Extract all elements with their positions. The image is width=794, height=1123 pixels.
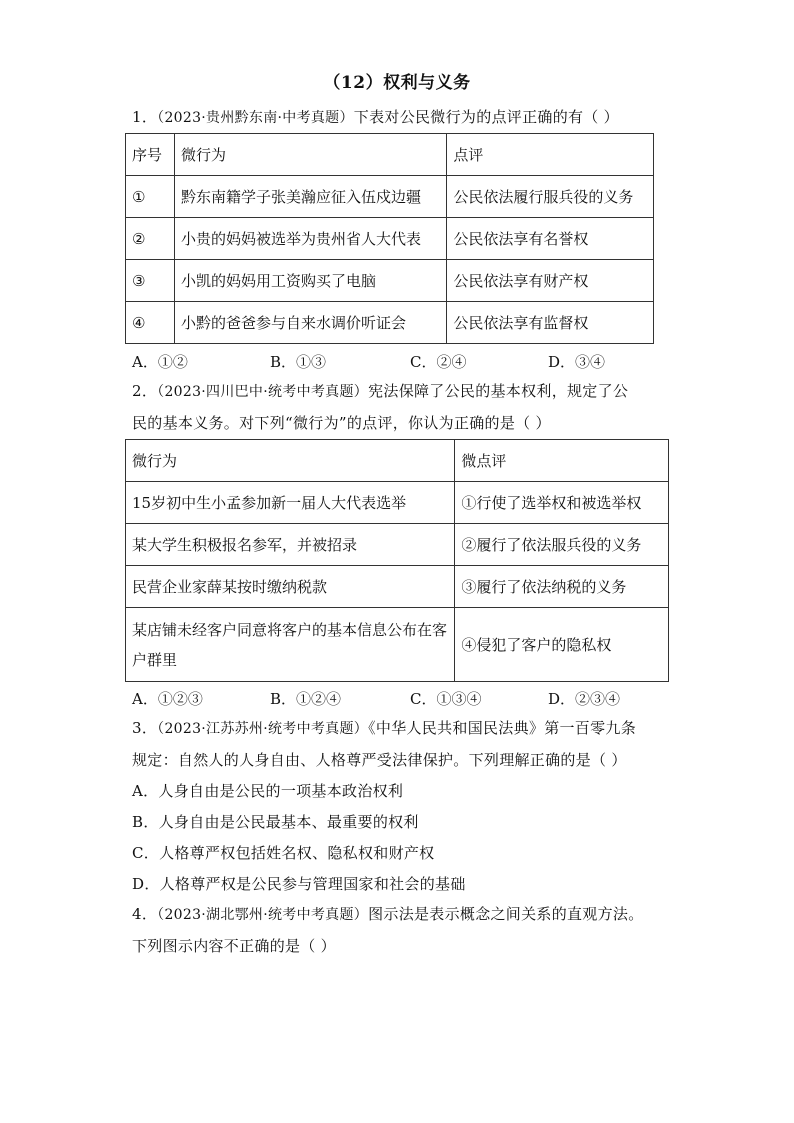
table-cell: 公民依法享有监督权 (447, 302, 654, 344)
table-cell: ②履行了依法服兵役的义务 (455, 524, 669, 566)
table-row (126, 524, 669, 566)
table-cell: 小黔的爸爸参与自来水调价听证会 (174, 302, 446, 344)
question-source: （2023·江苏苏州·统考中考真题） (157, 721, 369, 737)
table-row (126, 218, 654, 260)
table-header-cell: 微行为 (126, 440, 455, 482)
question-text: 下列图示内容不正确的是（ ） (132, 937, 336, 955)
question-text: 宪法保障了公民的基本权利，规定了公 (368, 382, 629, 400)
table-row (126, 176, 654, 218)
table-header-cell: 点评 (447, 134, 654, 176)
table-cell: ④侵犯了客户的隐私权 (455, 608, 669, 682)
table-cell: ①行使了选举权和被选举权 (455, 482, 669, 524)
option-a[interactable]: A．①② (132, 353, 188, 371)
question-number: 1． (132, 108, 158, 126)
question-3-stem (132, 713, 677, 776)
option-c[interactable]: C．人格尊严权包括姓名权、隐私权和财产权 (132, 844, 435, 862)
question-1-table (125, 133, 654, 344)
option-d[interactable]: D．②③④ (548, 690, 621, 708)
question-source: （2023·湖北鄂州·统考中考真题） (157, 907, 369, 923)
question-text: 《中华人民共和国民法典》第一百零九条 (368, 719, 636, 737)
option-b[interactable]: B．①②④ (270, 690, 342, 708)
question-text: 民的基本义务。对下列“微行为”的点评，你认为正确的是（ ） (132, 414, 551, 432)
question-1-stem (132, 102, 677, 134)
question-source: （2023·贵州黔东南·中考真题） (157, 110, 354, 126)
table-row (126, 608, 669, 682)
option-c[interactable]: C．②④ (410, 353, 467, 371)
table-header-cell: 序号 (126, 134, 175, 176)
question-2-table (125, 439, 669, 682)
question-source: （2023·四川巴中·统考中考真题） (157, 384, 369, 400)
table-header-row (126, 134, 654, 176)
question-2-options (132, 688, 692, 710)
table-cell: 公民依法享有名誉权 (447, 218, 654, 260)
table-cell: 公民依法享有财产权 (447, 260, 654, 302)
table-cell: 小凯的妈妈用工资购买了电脑 (174, 260, 446, 302)
table-row (126, 260, 654, 302)
option-c[interactable]: C．①③④ (410, 690, 482, 708)
question-number: 3． (132, 719, 158, 737)
table-row (126, 566, 669, 608)
question-1-options (132, 351, 692, 373)
question-4-stem (132, 899, 677, 962)
page-title: （12）权利与义务 (323, 73, 471, 93)
table-header-cell: 微行为 (174, 134, 446, 176)
table-cell: 某店铺未经客户同意将客户的基本信息公布在客户群里 (126, 608, 455, 682)
option-d[interactable]: D．人格尊严权是公民参与管理国家和社会的基础 (132, 875, 466, 893)
table-cell: 15岁初中生小孟参加新一届人大代表选举 (126, 482, 455, 524)
option-a[interactable]: A．人身自由是公民的一项基本政治权利 (132, 782, 404, 800)
option-d[interactable]: D．③④ (548, 353, 606, 371)
question-2-stem (132, 376, 677, 439)
table-row (126, 482, 669, 524)
table-cell: 黔东南籍学子张美瀚应征入伍戍边疆 (174, 176, 446, 218)
table-cell: 民营企业家薛某按时缴纳税款 (126, 566, 455, 608)
table-cell: 公民依法履行服兵役的义务 (447, 176, 654, 218)
table-header-cell: 微点评 (455, 440, 669, 482)
question-number: 4． (132, 905, 158, 923)
question-number: 2． (132, 382, 158, 400)
table-cell: ② (126, 218, 175, 260)
table-cell: 某大学生积极报名参军，并被招录 (126, 524, 455, 566)
table-row (126, 302, 654, 344)
table-cell: ③ (126, 260, 175, 302)
option-b[interactable]: B．人身自由是公民最基本、最重要的权利 (132, 813, 419, 831)
question-text: 下表对公民微行为的点评正确的有（ ） (353, 108, 619, 126)
table-cell: ① (126, 176, 175, 218)
table-cell: ④ (126, 302, 175, 344)
table-cell: 小贵的妈妈被选举为贵州省人大代表 (174, 218, 446, 260)
option-b[interactable]: B．①③ (270, 353, 327, 371)
question-text: 图示法是表示概念之间关系的直观方法。 (368, 905, 644, 923)
table-cell: ③履行了依法纳税的义务 (455, 566, 669, 608)
question-text: 规定：自然人的人身自由、人格尊严受法律保护。下列理解正确的是（ ） (132, 751, 627, 769)
table-header-row (126, 440, 669, 482)
option-a[interactable]: A．①②③ (132, 690, 203, 708)
